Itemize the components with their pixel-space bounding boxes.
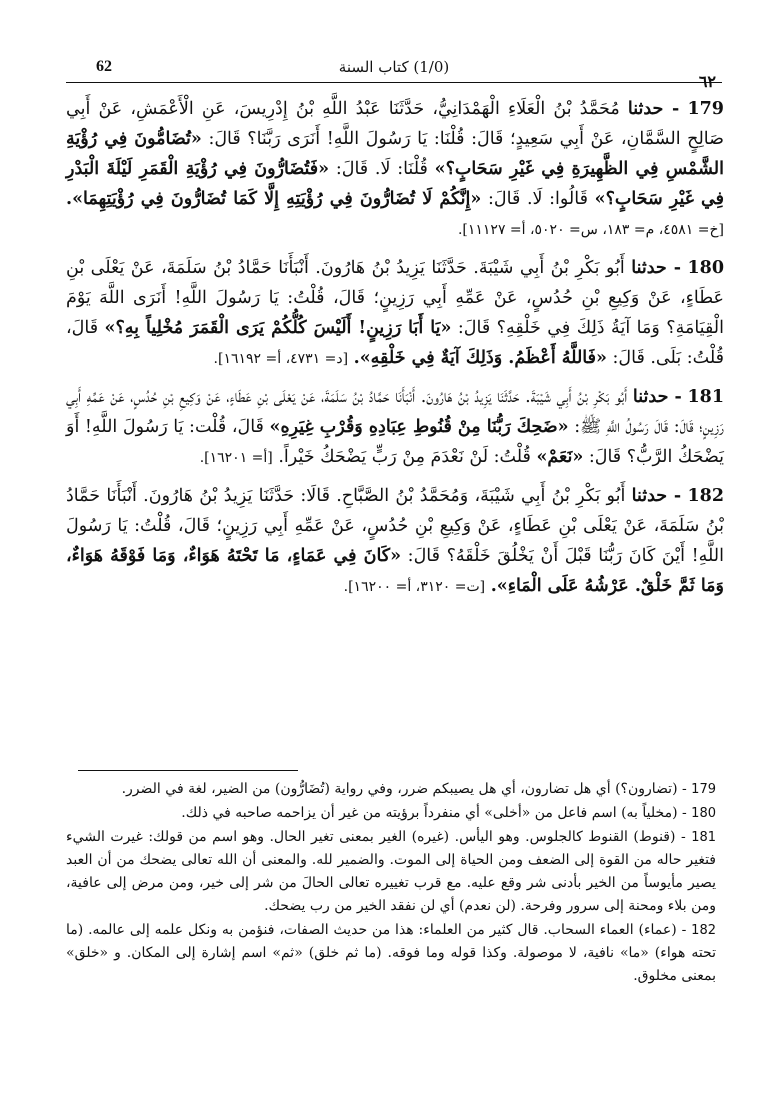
hadith-reference: [أ= ١٦٢٠١]. <box>199 450 273 466</box>
hadith-number: 179 <box>687 99 724 119</box>
hadith-narration: قُلْنَا: لَا. قَالَ: <box>335 159 428 179</box>
hadith-182: 182 - حدثنا أَبُو بَكْرِ بْنُ أَبِي شَيْبَةَ، وَمُحَمَّدُ بْنُ الصَّبَّاحِ. قَالَا: حَدَّثَنَا يَزِيدُ بْنُ هَارُونَ. أَنْبَأَنَا حَمَّادُ بْنُ سَلَمَةَ، عَنْ يَعْلَى بْنِ عَطَاءٍ، عَنْ وَكِيعِ بْنِ حُدُسٍ، عَنْ عَمِّهِ أَبِي رَزِينٍ؛ قَالَ، قُلْتُ: يَا رَسُولَ اللَّهِ! أَيْنَ كَانَ رَبُّنَا قَبْلَ أَنْ يَخْلُقَ خَلْقَهُ؟ قَالَ: «كَانَ فِي عَمَاءٍ، مَا تَحْتَهُ هَوَاءٌ، وَمَا فَوْقَهُ هَوَاءٌ، وَمَا ثَمَّ خَلْقٌ. عَرْشُهُ عَلَى الْمَاءِ». [ت= ٣١٢٠، أ= ١٦٢٠٠]. <box>66 486 724 596</box>
hadith-isnad: أَبُو بَكْرِ بْنُ أَبِي شَيْبَةَ، وَمُحَمَّدُ بْنُ الصَّبَّاحِ. قَالَا: حَدَّثَنَا يَزِيدُ بْنُ هَارُونَ. أَنْبَأَنَا حَمَّادُ بْنُ سَلَمَةَ، عَنْ يَعْلَى بْنِ عَطَاءٍ، عَنْ وَكِيعِ بْنِ حُدُسٍ، عَنْ عَمِّهِ أَبِي رَزِينٍ؛ قَالَ، قُلْتُ: يَا رَسُولَ اللَّهِ! أَيْنَ كَانَ رَبُّنَا قَبْلَ أَنْ يَخْلُقَ خَلْقَهُ؟ قَالَ: <box>66 486 724 566</box>
footnote-180 <box>66 802 716 825</box>
hadith-number: 181 <box>687 387 724 407</box>
hadith-qualifier: حدثنا <box>631 486 668 506</box>
hadith-qualifier: حدثنا <box>632 387 669 407</box>
footnote-text: - (مخلياً به) اسم فاعل من «أخلى» أي منفرداً برؤيته من غير أن يزاحمه صاحبه في ذلك. <box>181 805 687 821</box>
hadith-isnad: مُحَمَّدُ بْنُ الْعَلَاءِ الْهَمْدَانِيُّ، حَدَّثَنَا عَبْدُ اللَّهِ بْنُ إِدْرِيسَ، عَنِ الْأَعْمَشِ، عَنْ أَبِي صَالِحٍ السَّمَّانِ، عَنْ أَبِي سَعِيدٍ؛ قَالَ: قُلْنَا: يَا رَسُولَ اللَّهِ! أَنَرَى رَبَّنَا؟ قَالَ: <box>66 99 724 149</box>
footnote-number: 179 <box>691 782 716 797</box>
footnote-179 <box>66 778 716 801</box>
footnote-text: - (تضارون؟) أي هل تضارون، أي هل يصيبكم ضرر، وفي رواية (تُضَارُّون) من الضير، لغة في الضرر. <box>121 781 687 797</box>
hadith-isnad: أَبُو بَكْرِ بْنُ أَبِي شَيْبَةَ. حَدَّثَنَا يَزِيدُ بْنُ هَارُونَ. أَنْبَأَنَا حَمَّادُ بْنُ سَلَمَةَ، عَنْ يَعْلَى بْنِ عَطَاءٍ، عَنْ وَكِيعِ بْنِ حُدُسٍ، عَنْ عَمِّهِ أَبِي رَزِينٍ؛ قَالَ: قَالَ رَسُولُ اللَّهِ ﷺ: <box>66 387 724 437</box>
hadith-reference: [خ= ٤٥٨١، م= ١٨٣، س= ٥٠٢٠، أ= ١١١٢٧]. <box>457 222 724 238</box>
footnotes <box>66 778 716 989</box>
hadith-matn: «إِنَّكُمْ لَا تُضَارُّونَ فِي رُؤْيَتِهِ إِلَّا كَمَا تُضَارُّونَ فِي رُؤْيَتِهِمَا». <box>66 189 482 209</box>
hadith-matn: «كَانَ فِي عَمَاءٍ، مَا تَحْتَهُ هَوَاءٌ، وَمَا فَوْقَهُ هَوَاءٌ، وَمَا ثَمَّ خَلْقٌ. عَرْشُهُ عَلَى الْمَاءِ». <box>66 546 724 596</box>
page-header <box>66 56 722 91</box>
hadith-matn: «فَتُضَارُّونَ فِي رُؤْيَةِ الْقَمَرِ لَيْلَةَ الْبَدْرِ فِي غَيْرِ سَحَابٍ؟» <box>66 159 725 209</box>
page-number-arabic: ٦٢ <box>698 72 716 91</box>
hadith-matn: «فَاللَّهُ أَعْظَمُ. وَذَلِكَ آيَةٌ فِي خَلْقِهِ». <box>353 348 607 368</box>
footnote-text: - (عماء) العماء السحاب. قال كثير من العلماء: هذا من حديث الصفات، فنؤمن به ونكل علمه إلى عالمه. (ما تحته هواء) «ما» نافية، لا موصولة. وكذا قوله وما فوقه. (ما ثم خلق) «ثم» اسم إشارة إلى المكان. و «خلق» بمعنى مخلوق. <box>66 922 716 984</box>
page-number-latin: 62 <box>96 58 112 75</box>
footnote-text: - (قنوط) القنوط كالجلوس. وهو اليأس. (غيره) الغير بمعنى تغير الحال. وهو اسم من قولك: غيرت الشيء فتغير حاله من القوة إلى الضعف ومن الحياة إلى الموت. والضمير لله. والمعنى أن الله تعالى يضحك من أن العبد يصير مأيوساً من الخير بأدنى شر وقع عليه. مع قرب تغييره تعالى الحالَ من شر إلى خير، ومن مرض إلى عافية، ومن بلاء ومحنة إلى سرور وفرحة. (لن نعدم) أي لن نفقد الخير من رب يضحك. <box>66 829 716 914</box>
hadith-narration: قُلْتُ: لَنْ نَعْدَمَ مِنْ رَبٍّ يَضْحَكُ خَيْراً. <box>278 447 531 467</box>
hadith-number: 180 <box>687 258 724 278</box>
footnote-181 <box>66 826 716 918</box>
hadith-narration: قَالَ، قُلْت: يَا رَسُولَ اللَّهِ! أَوَ يَضْحَكُ الرَّبُّ؟ قَالَ: <box>66 417 724 467</box>
hadith-181: 181 - حدثنا أَبُو بَكْرِ بْنُ أَبِي شَيْبَةَ. حَدَّثَنَا يَزِيدُ بْنُ هَارُونَ. أَنْبَأَنَا حَمَّادُ بْنُ سَلَمَةَ، عَنْ يَعْلَى بْنِ عَطَاءٍ، عَنْ وَكِيعِ بْنِ حُدُسٍ، عَنْ عَمِّهِ أَبِي رَزِينٍ؛ قَالَ: قَالَ رَسُولُ اللَّهِ ﷺ: «ضَحِكَ رَبُّنَا مِنْ قُنُوطِ عِبَادِهِ وَقُرْبِ غِيَرِهِ» قَالَ، قُلْت: يَا رَسُولَ اللَّهِ! أَوَ يَضْحَكُ الرَّبُّ؟ قَالَ: «نَعَمْ» قُلْتُ: لَنْ نَعْدَمَ مِنْ رَبٍّ يَضْحَكُ خَيْراً. [أ= ١٦٢٠١]. <box>66 387 724 467</box>
hadith-narration: قَالُوا: لَا. قَالَ: <box>488 189 588 209</box>
footnote-number: 182 <box>691 923 716 938</box>
footnote-number: 180 <box>691 806 716 821</box>
hadith-matn: «ضَحِكَ رَبُّنَا مِنْ قُنُوطِ عِبَادِهِ وَقُرْبِ غِيَرِهِ» <box>269 417 569 437</box>
hadith-isnad: أَبُو بَكْرِ بْنُ أَبِي شَيْبَةَ. حَدَّثَنَا يَزِيدُ بْنُ هَارُونَ. أَنْبَأَنَا حَمَّادُ بْنُ سَلَمَةَ، عَنْ يَعْلَى بْنِ عَطَاءٍ، عَنْ وَكِيعِ بْنِ حُدُسٍ، عَنْ عَمِّهِ أَبِي رَزِينٍ؛ قَالَ، قُلْتُ: يَا رَسُولَ اللَّهِ! أَنَرَى اللَّهَ يَوْمَ الْقِيَامَةِ؟ وَمَا آيَةُ ذَلِكَ فِي خَلْقِهِ؟ قَالَ: <box>66 258 724 338</box>
hadith-reference: [د= ٤٧٣١، أ= ١٦١٩٢]. <box>213 351 349 367</box>
hadith-number: 182 <box>687 486 724 506</box>
book-title: (1/0) كتاب السنة <box>338 58 450 76</box>
hadith-reference: [ت= ٣١٢٠، أ= ١٦٢٠٠]. <box>343 579 486 595</box>
hadith-matn: «نَعَمْ» <box>536 447 584 467</box>
footnote-number: 181 <box>691 830 717 845</box>
main-text <box>66 94 724 610</box>
hadith-179: 179 - حدثنا مُحَمَّدُ بْنُ الْعَلَاءِ الْهَمْدَانِيُّ، حَدَّثَنَا عَبْدُ اللَّهِ بْنُ إِدْرِيسَ، عَنِ الْأَعْمَشِ، عَنْ أَبِي صَالِحٍ السَّمَّانِ، عَنْ أَبِي سَعِيدٍ؛ قَالَ: قُلْنَا: يَا رَسُولَ اللَّهِ! أَنَرَى رَبَّنَا؟ قَالَ: «تُضَامُّونَ فِي رُؤْيَةِ الشَّمْسِ فِي الظَّهِيرَةِ فِي غَيْرِ سَحَابٍ؟» قُلْنَا: لَا. قَالَ: «فَتُضَارُّونَ فِي رُؤْيَةِ الْقَمَرِ لَيْلَةَ الْبَدْرِ فِي غَيْرِ سَحَابٍ؟» قَالُوا: لَا. قَالَ: «إِنَّكُمْ لَا تُضَارُّونَ فِي رُؤْيَتِهِ إِلَّا كَمَا تُضَارُّونَ فِي رُؤْيَتِهِمَا». [خ= ٤٥٨١، م= ١٨٣، س= ٥٠٢٠، أ= ١١١٢٧]. <box>66 99 725 238</box>
hadith-qualifier: حدثنا <box>631 258 667 278</box>
hadith-narration: قَالَ، قُلْتُ: بَلَى. قَالَ: <box>66 318 724 368</box>
hadith-180: 180 - حدثنا أَبُو بَكْرِ بْنُ أَبِي شَيْبَةَ. حَدَّثَنَا يَزِيدُ بْنُ هَارُونَ. أَنْبَأَنَا حَمَّادُ بْنُ سَلَمَةَ، عَنْ يَعْلَى بْنِ عَطَاءٍ، عَنْ وَكِيعِ بْنِ حُدُسٍ، عَنْ عَمِّهِ أَبِي رَزِينٍ؛ قَالَ، قُلْتُ: يَا رَسُولَ اللَّهِ! أَنَرَى اللَّهَ يَوْمَ الْقِيَامَةِ؟ وَمَا آيَةُ ذَلِكَ فِي خَلْقِهِ؟ قَالَ: «يَا أَبَا رَزِينٍ! أَلَيْسَ كُلُّكُمْ يَرَى الْقَمَرَ مُخْلِياً بِهِ؟» قَالَ، قُلْتُ: بَلَى. قَالَ: «فَاللَّهُ أَعْظَمُ. وَذَلِكَ آيَةٌ فِي خَلْقِهِ». [د= ٤٧٣١، أ= ١٦١٩٢]. <box>66 258 724 368</box>
footnote-divider <box>78 770 298 771</box>
hadith-qualifier: حدثنا <box>627 99 664 119</box>
hadith-matn: «تُضَامُّونَ فِي رُؤْيَةِ الشَّمْسِ فِي الظَّهِيرَةِ فِي غَيْرِ سَحَابٍ؟» <box>66 129 724 179</box>
footnote-182 <box>66 919 716 988</box>
hadith-matn: «يَا أَبَا رَزِينٍ! أَلَيْسَ كُلُّكُمْ يَرَى الْقَمَرَ مُخْلِياً بِهِ؟» <box>104 318 452 338</box>
